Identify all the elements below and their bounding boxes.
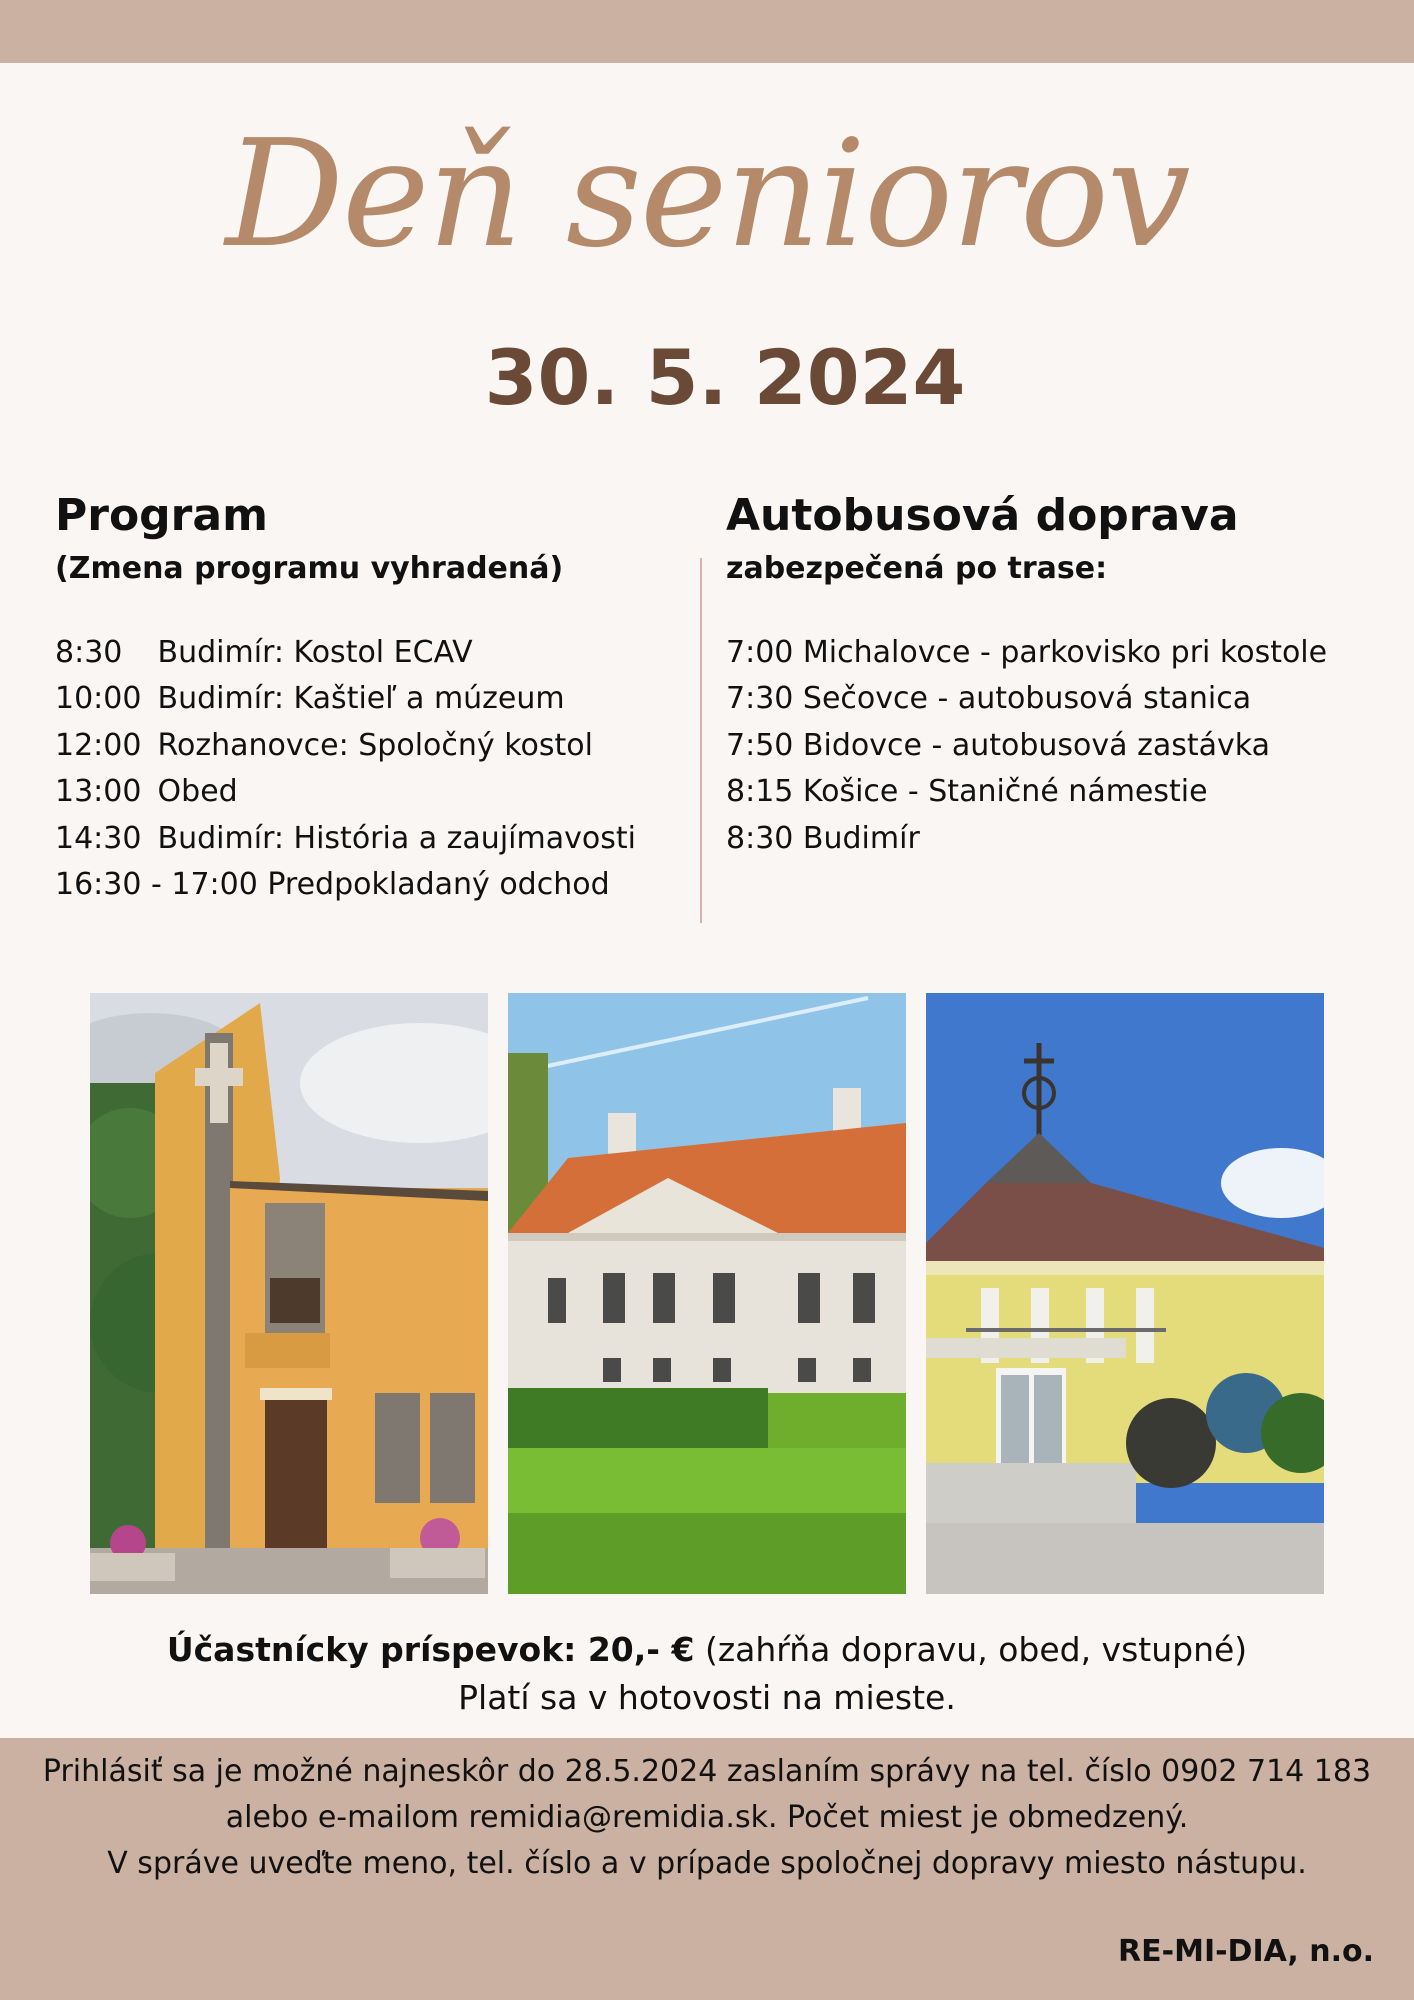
church-ecav-photo bbox=[90, 993, 488, 1594]
item-text: Rozhanovce: Spoločný kostol bbox=[157, 727, 593, 763]
list-item bbox=[726, 816, 1386, 863]
registration-line: Prihlásiť sa je možné najneskôr do 28.5.2024 zaslaním správy na tel. číslo 0902 714 183 bbox=[42, 1754, 1372, 1789]
item-time: 8:30 bbox=[55, 634, 123, 670]
registration-info bbox=[0, 1749, 1414, 1887]
program-section bbox=[55, 490, 675, 909]
item-text: Budimír: Kostol ECAV bbox=[157, 634, 473, 670]
list-item bbox=[55, 816, 675, 863]
program-note: (Zmena programu vyhradená) bbox=[55, 550, 564, 586]
item-text: Košice - Staničné námestie bbox=[802, 774, 1208, 810]
item-time: 8:30 bbox=[726, 820, 794, 856]
item-time: 14:30 bbox=[55, 820, 142, 856]
item-text: Bidovce - autobusová zastávka bbox=[802, 727, 1270, 763]
list-item bbox=[726, 769, 1386, 816]
item-time: 7:50 bbox=[726, 727, 794, 763]
registration-line: alebo e-mailom remidia@remidia.sk. Počet miest je obmedzený. bbox=[225, 1800, 1189, 1835]
item-time: 10:00 bbox=[55, 681, 142, 717]
item-time: 13:00 bbox=[55, 774, 142, 810]
item-text: Sečovce - autobusová stanica bbox=[802, 681, 1252, 717]
list-item bbox=[726, 630, 1386, 677]
top-band bbox=[0, 0, 1414, 63]
transport-note: zabezpečená po trase: bbox=[726, 550, 1108, 586]
registration-line: V správe uveďte meno, tel. číslo a v prípade spoločnej dopravy miesto nástupu. bbox=[107, 1846, 1307, 1881]
list-item bbox=[55, 676, 675, 723]
event-date: 30. 5. 2024 bbox=[484, 333, 966, 422]
organizer-name: RE-MI-DIA, n.o. bbox=[1118, 1934, 1374, 1969]
item-text: Predpokladaný odchod bbox=[267, 867, 610, 903]
item-time: 12:00 bbox=[55, 727, 142, 763]
list-item bbox=[726, 676, 1386, 723]
fee-label: Účastnícky príspevok: 20,- € bbox=[166, 1630, 695, 1669]
item-time: 16:30 - 17:00 bbox=[55, 867, 258, 903]
item-time: 7:00 bbox=[726, 634, 794, 670]
item-time: 7:30 bbox=[726, 681, 794, 717]
list-item bbox=[55, 723, 675, 770]
fee-detail: (zahŕňa dopravu, obed, vstupné) bbox=[694, 1630, 1248, 1669]
program-list bbox=[55, 630, 675, 909]
list-item bbox=[55, 769, 675, 816]
manor-house-photo bbox=[508, 993, 906, 1594]
item-text: Budimír: Kaštieľ a múzeum bbox=[157, 681, 565, 717]
item-text: Michalovce - parkovisko pri kostole bbox=[802, 634, 1328, 670]
transport-heading: Autobusová doprava bbox=[726, 490, 1239, 541]
program-heading: Program bbox=[55, 490, 268, 541]
item-text: Obed bbox=[157, 774, 238, 810]
page-title: Deň seniorov bbox=[225, 108, 1189, 280]
item-text: Budimír: História a zaujímavosti bbox=[157, 820, 636, 856]
item-text: Budimír bbox=[802, 820, 920, 856]
column-divider bbox=[700, 558, 702, 923]
list-item bbox=[55, 630, 675, 677]
list-item bbox=[726, 723, 1386, 770]
transport-section bbox=[726, 490, 1386, 862]
joint-church-photo bbox=[926, 993, 1324, 1594]
item-time: 8:15 bbox=[726, 774, 794, 810]
payment-note: Platí sa v hotovosti na mieste. bbox=[458, 1677, 956, 1717]
photo-strip bbox=[90, 993, 1324, 1594]
transport-list bbox=[726, 630, 1386, 863]
list-item bbox=[55, 862, 675, 909]
fee-section bbox=[0, 1626, 1414, 1722]
